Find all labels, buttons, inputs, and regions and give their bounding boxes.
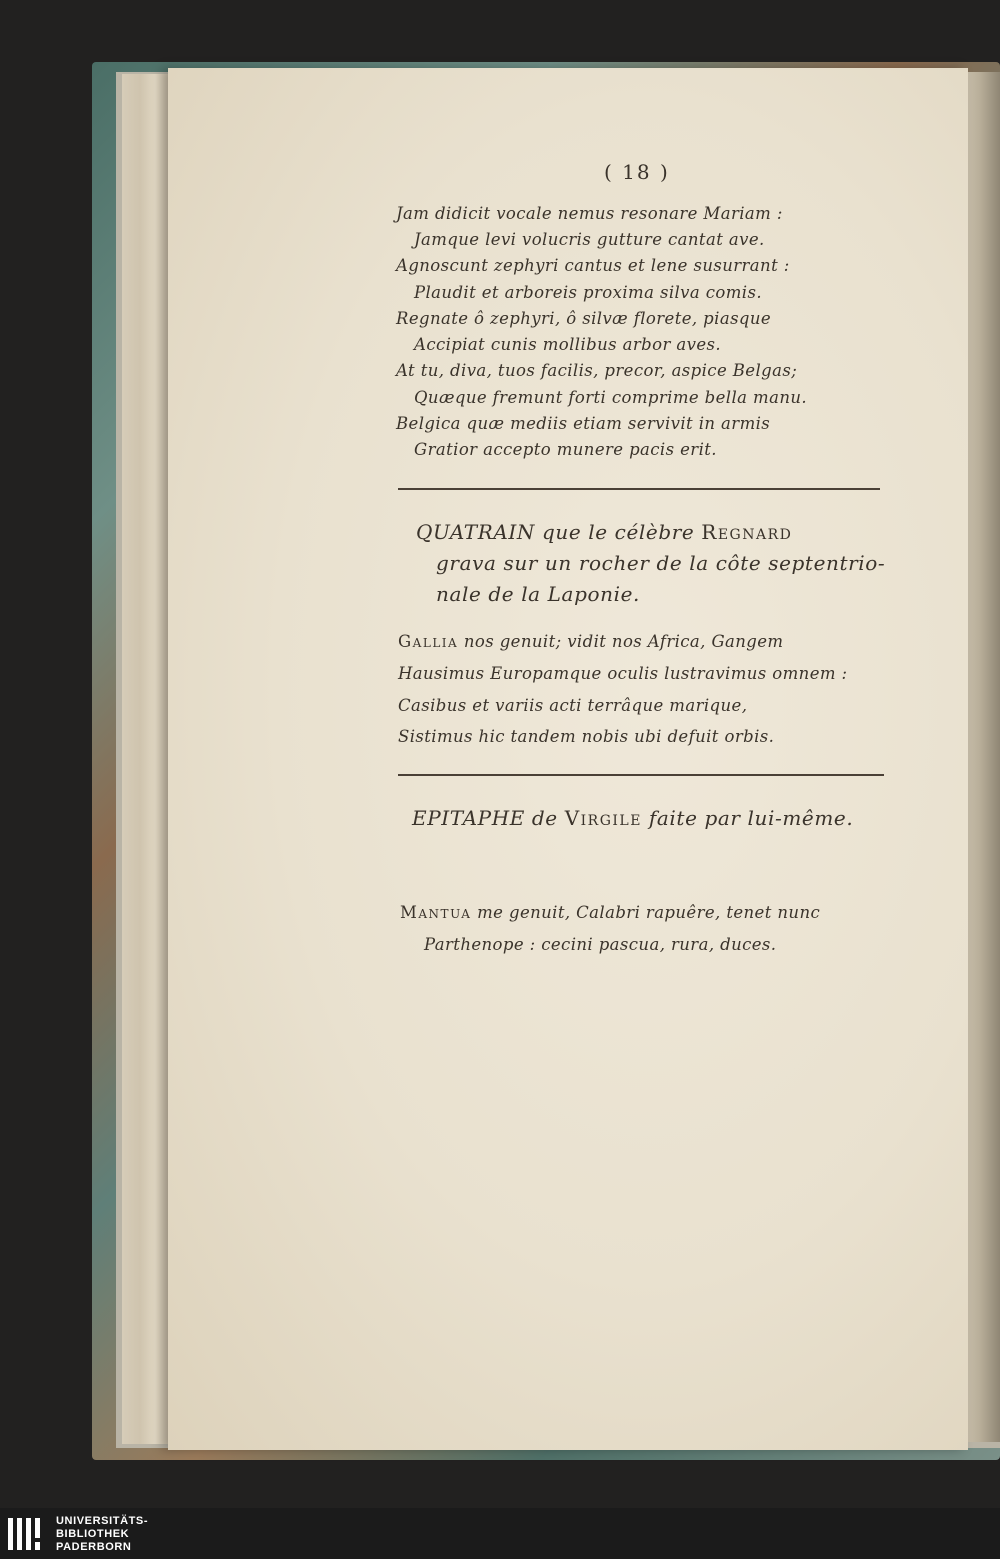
poem-line-1: Jam didicit vocale nemus resonare Mariam : — [396, 204, 783, 223]
poem-line-6: Accipiat cunis mollibus arbor aves. — [414, 335, 722, 354]
library-name-line-3: PADERBORN — [56, 1541, 132, 1553]
author-name-regnard: Regnard — [701, 520, 793, 544]
quatrain-line-1-rest: nos genuit; vidit nos Africa, Gangem — [458, 632, 784, 651]
quatrain-heading-line-2: grava sur un rocher de la côte septentrio- — [436, 551, 886, 575]
epitaphe-line-2: Parthenope : cecini pascua, rura, duces. — [424, 935, 777, 954]
poem-line-3: Agnoscunt zephyri cantus et lene susurrant : — [396, 256, 790, 275]
epitaphe-heading-text: EPITAPHE de — [412, 806, 565, 830]
quatrain-line-3: Casibus et variis acti terrâque marique, — [398, 696, 748, 715]
poem-line-9: Belgica quæ mediis etiam servivit in armis — [396, 414, 771, 433]
author-name-virgile: Virgile — [564, 806, 642, 830]
poem-line-2: Jamque levi volucris gutture cantat ave. — [414, 230, 765, 249]
poem-line-8: Quæque fremunt forti comprime bella manu. — [414, 388, 808, 407]
epitaphe-heading — [412, 806, 853, 830]
library-footer — [0, 1508, 1000, 1559]
poem-line-7: At tu, diva, tuos facilis, precor, aspice Belgas; — [396, 361, 798, 380]
epitaphe-heading-rest: faite par lui-même. — [641, 806, 854, 830]
section-divider-2 — [398, 774, 884, 776]
quatrain-line-1 — [398, 632, 783, 651]
quatrain-heading-line-3: nale de la Laponie. — [436, 582, 640, 606]
epitaphe-first-word: Mantua — [400, 903, 472, 922]
poem-line-5: Regnate ô zephyri, ô silvæ florete, piasque — [396, 309, 772, 328]
epitaphe-line-1-rest: me genuit, Calabri rapuêre, tenet nunc — [471, 903, 821, 922]
book-page — [168, 68, 968, 1450]
page-number: ( 18 ) — [604, 160, 670, 184]
quatrain-heading-line-1 — [416, 520, 792, 544]
quatrain-line-2: Hausimus Europamque oculis lustravimus omnem : — [398, 664, 848, 683]
library-name-line-2: BIBLIOTHEK — [56, 1528, 130, 1540]
quatrain-heading-text: QUATRAIN que le célèbre — [416, 520, 702, 544]
section-divider-1 — [398, 488, 880, 490]
library-name-line-1: UNIVERSITÄTS- — [56, 1515, 149, 1527]
poem-line-4: Plaudit et arboreis proxima silva comis. — [414, 283, 762, 302]
poem-line-10: Gratior accepto munere pacis erit. — [414, 440, 717, 459]
library-logo-icon — [6, 1514, 46, 1554]
quatrain-first-word: Gallia — [398, 632, 459, 651]
quatrain-line-4: Sistimus hic tandem nobis ubi defuit orbis. — [398, 727, 775, 746]
epitaphe-line-1 — [400, 903, 820, 922]
